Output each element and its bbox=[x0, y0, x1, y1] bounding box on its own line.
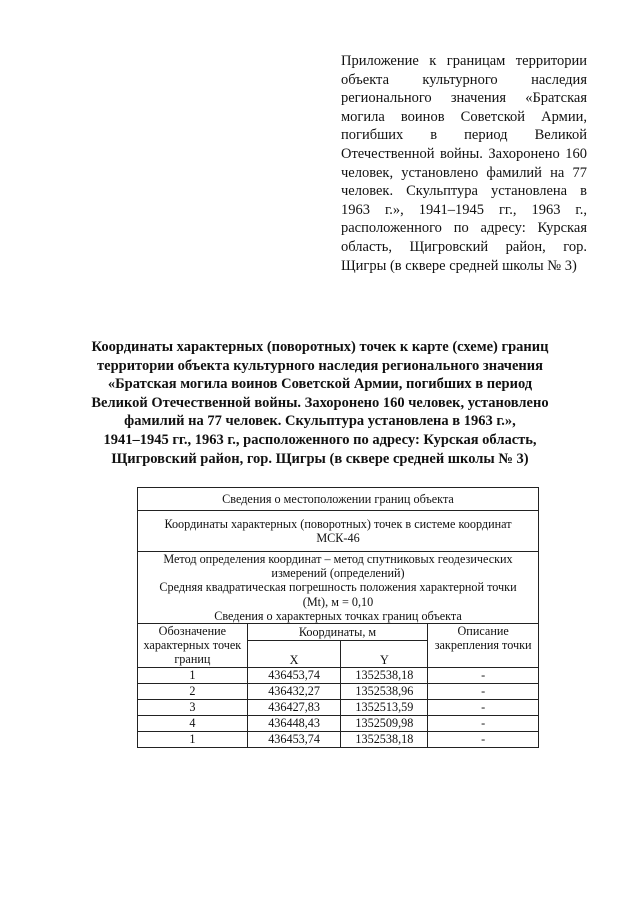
y-value: 1352509,98 bbox=[341, 716, 428, 732]
column-y: Y bbox=[341, 641, 428, 668]
table-row bbox=[138, 684, 539, 700]
description-value: - bbox=[428, 716, 539, 732]
point-id: 3 bbox=[138, 700, 248, 716]
y-value: 1352538,18 bbox=[341, 732, 428, 748]
x-value: 436427,83 bbox=[247, 700, 341, 716]
title-line: Великой Отечественной войны. Захоронено 160 человек, установлено bbox=[91, 394, 549, 411]
title-line: фамилий на 77 человек. Скульптура установлена в 1963 г.», bbox=[124, 413, 516, 430]
description-value: - bbox=[428, 684, 539, 700]
table-row bbox=[138, 716, 539, 732]
method-line: измерений (определений) bbox=[271, 566, 405, 581]
title-line: территории объекта культурного наследия регионального значения bbox=[97, 357, 543, 374]
y-value: 1352538,96 bbox=[341, 684, 428, 700]
y-value: 1352538,18 bbox=[341, 668, 428, 684]
document-title bbox=[60, 338, 580, 468]
table-header: Сведения о местоположении границ объекта bbox=[138, 488, 539, 511]
coordinate-system-cell bbox=[138, 511, 539, 552]
method-cell bbox=[138, 552, 539, 624]
coordinate-system-line: Координаты характерных (поворотных) точек в системе координат bbox=[164, 516, 512, 531]
method-line: Метод определения координат – метод спутниковых геодезических bbox=[163, 552, 513, 566]
point-id: 2 bbox=[138, 684, 248, 700]
x-value: 436432,27 bbox=[247, 684, 341, 700]
column-x: X bbox=[247, 641, 341, 668]
table-row bbox=[138, 668, 539, 684]
description-value: - bbox=[428, 668, 539, 684]
column-designation: Обозначение характерных точек границ bbox=[138, 624, 248, 668]
table-row bbox=[138, 700, 539, 716]
description-value: - bbox=[428, 700, 539, 716]
title-line: Координаты характерных (поворотных) точек к карте (схеме) границ bbox=[91, 339, 549, 355]
x-value: 436453,74 bbox=[247, 732, 341, 748]
point-id: 4 bbox=[138, 716, 248, 732]
x-value: 436453,74 bbox=[247, 668, 341, 684]
boundary-coordinates-table bbox=[137, 487, 539, 748]
title-line: Щигровский район, гор. Щигры (в сквере средней школы № 3) bbox=[111, 450, 529, 467]
title-line: «Братская могила воинов Советской Армии, погибших в период bbox=[107, 376, 533, 393]
accuracy-value: (Mt), м = 0,10 bbox=[302, 594, 374, 609]
annex-note: Приложение к границам территории объекта культурного наследия регионального значения «Братская могила воинов Советской Армии, погибших в период Великой Отечественной войны. Захоронено 160 человек, установлено фамилий на 77 человек. Скульптура установлена в 1963 г.», 1941–1945 гг., 1963 г., расположенного по адресу: Курская область, Щигровский район, гор. Щигры (в сквере средней школы № 3) bbox=[341, 53, 587, 274]
title-line: 1941–1945 гг., 1963 г., расположенного по адресу: Курская область, bbox=[103, 431, 537, 448]
coordinate-system-name: МСК-46 bbox=[316, 531, 360, 545]
point-id: 1 bbox=[138, 732, 248, 748]
point-id: 1 bbox=[138, 668, 248, 684]
description-value: - bbox=[428, 732, 539, 748]
table-row bbox=[138, 732, 539, 748]
y-value: 1352513,59 bbox=[341, 700, 428, 716]
column-description: Описание закрепления точки bbox=[428, 624, 539, 668]
points-section-label: Сведения о характерных точках границ объекта bbox=[214, 608, 462, 623]
column-coordinates: Координаты, м bbox=[247, 624, 428, 641]
accuracy-line: Средняя квадратическая погрешность положения характерной точки bbox=[159, 580, 517, 595]
x-value: 436448,43 bbox=[247, 716, 341, 732]
